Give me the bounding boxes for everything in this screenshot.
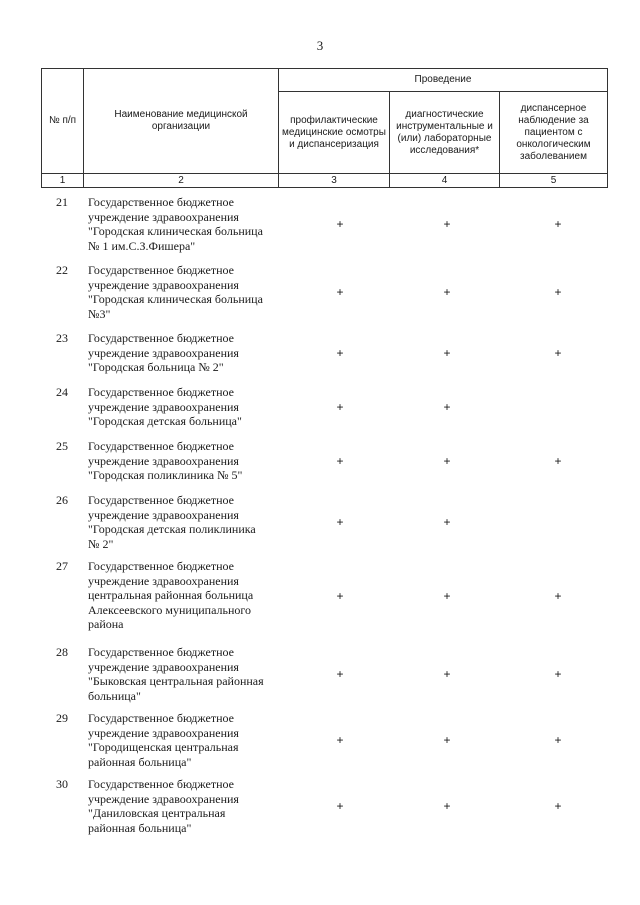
organization-name-line: района (88, 617, 124, 632)
header-col-oncology: диспансерное наблюдение за пациентом с онкологическим заболеванием (500, 92, 608, 174)
organization-name-line: Государственное бюджетное (88, 439, 234, 453)
mark-preventive: + (336, 589, 344, 603)
organization-name-line: учреждение здравоохранения (88, 453, 239, 468)
organization-name-line: учреждение здравоохранения (88, 791, 239, 806)
organization-name (88, 645, 283, 703)
organization-name (88, 493, 283, 551)
organization-name-line: "Городищенская центральная (88, 740, 239, 755)
mark-diagnostic: + (443, 285, 451, 299)
mark-preventive: + (336, 515, 344, 529)
header-num-5: 5 (500, 174, 608, 188)
mark-preventive: + (336, 667, 344, 681)
mark-oncology: + (554, 217, 562, 231)
table-row (41, 777, 607, 843)
table-row (41, 331, 607, 385)
organization-name-line: учреждение здравоохранения (88, 659, 239, 674)
mark-oncology: + (554, 667, 562, 681)
organization-name-line: Государственное бюджетное (88, 777, 234, 791)
organization-name-line: "Городская поликлиника № 5" (88, 468, 243, 483)
organization-name-line: Государственное бюджетное (88, 263, 234, 277)
header-num-1: 1 (42, 174, 84, 188)
header-col-preventive: профилактические медицинские осмотры и диспансеризация (279, 92, 390, 174)
mark-diagnostic: + (443, 217, 451, 231)
organization-name-line: Государственное бюджетное (88, 331, 234, 345)
organization-name-line: №3" (88, 306, 111, 321)
mark-diagnostic: + (443, 454, 451, 468)
organization-name-line: учреждение здравоохранения (88, 507, 239, 522)
mark-preventive: + (336, 733, 344, 747)
header-col-number: № п/п (42, 69, 84, 174)
table-row (41, 559, 607, 645)
mark-oncology: + (554, 733, 562, 747)
mark-oncology: + (554, 346, 562, 360)
row-number: 27 (56, 559, 68, 573)
row-number: 24 (56, 385, 68, 399)
organization-name (88, 777, 283, 835)
row-number: 30 (56, 777, 68, 791)
organization-name-line: № 2" (88, 536, 114, 551)
organization-name-line: учреждение здравоохранения (88, 345, 239, 360)
mark-preventive: + (336, 454, 344, 468)
mark-oncology: + (554, 285, 562, 299)
organization-name (88, 263, 283, 321)
organization-name-line: Государственное бюджетное (88, 195, 234, 209)
mark-diagnostic: + (443, 346, 451, 360)
mark-preventive: + (336, 285, 344, 299)
row-number: 26 (56, 493, 68, 507)
row-number: 22 (56, 263, 68, 277)
organization-name (88, 195, 283, 253)
organization-name-line: Государственное бюджетное (88, 385, 234, 399)
organization-name-line: "Быковская центральная районная (88, 674, 264, 689)
table-row (41, 263, 607, 331)
mark-preventive: + (336, 400, 344, 414)
organization-name (88, 331, 283, 375)
mark-preventive: + (336, 799, 344, 813)
row-number: 29 (56, 711, 68, 725)
mark-diagnostic: + (443, 515, 451, 529)
table-row (41, 645, 607, 711)
organization-name-line: № 1 им.С.З.Фишера" (88, 238, 196, 253)
organization-name (88, 439, 283, 483)
organization-name-line: Государственное бюджетное (88, 645, 234, 659)
organization-name-line: учреждение здравоохранения (88, 277, 239, 292)
row-number: 23 (56, 331, 68, 345)
row-number: 25 (56, 439, 68, 453)
header-num-3: 3 (279, 174, 390, 188)
table-row (41, 711, 607, 777)
mark-oncology: + (554, 589, 562, 603)
row-number: 28 (56, 645, 68, 659)
mark-diagnostic: + (443, 589, 451, 603)
header-group-conduct: Проведение (279, 69, 608, 92)
table-row (41, 439, 607, 493)
organization-name-line: центральная районная больница (88, 588, 254, 603)
organization-name-line: учреждение здравоохранения (88, 573, 239, 588)
organization-name-line: районная больница" (88, 820, 192, 835)
header-col-name: Наименование медицинской организации (84, 69, 279, 174)
organization-name (88, 385, 283, 429)
organization-name-line: учреждение здравоохранения (88, 725, 239, 740)
organization-name-line: "Городская клиническая больница (88, 224, 263, 239)
mark-diagnostic: + (443, 799, 451, 813)
header-num-2: 2 (84, 174, 279, 188)
organization-name-line: "Городская детская поликлиника (88, 522, 256, 537)
row-number: 21 (56, 195, 68, 209)
organization-name (88, 559, 283, 632)
organization-name-line: "Городская больница № 2" (88, 360, 224, 375)
organization-name-line: больница" (88, 688, 141, 703)
organization-name-line: Государственное бюджетное (88, 711, 234, 725)
organization-name-line: Государственное бюджетное (88, 493, 234, 507)
table-row (41, 385, 607, 439)
organization-name-line: "Городская клиническая больница (88, 292, 263, 307)
organization-name-line: учреждение здравоохранения (88, 209, 239, 224)
mark-preventive: + (336, 217, 344, 231)
organization-name-line: "Городская детская больница" (88, 414, 242, 429)
organization-name-line: учреждение здравоохранения (88, 399, 239, 414)
table-row (41, 493, 607, 559)
table-row (41, 195, 607, 263)
mark-diagnostic: + (443, 667, 451, 681)
organization-name-line: районная больница" (88, 754, 192, 769)
mark-diagnostic: + (443, 400, 451, 414)
organization-name-line: Алексеевского муниципального (88, 602, 252, 617)
mark-preventive: + (336, 346, 344, 360)
mark-diagnostic: + (443, 733, 451, 747)
mark-oncology: + (554, 454, 562, 468)
header-num-4: 4 (390, 174, 500, 188)
organization-name-line: Государственное бюджетное (88, 559, 234, 573)
header-col-diagnostic: диагностические инструментальные и (или) лабораторные исследования* (390, 92, 500, 174)
page-number: 3 (316, 38, 324, 53)
organization-name (88, 711, 283, 769)
mark-oncology: + (554, 799, 562, 813)
organization-name-line: "Даниловская центральная (88, 806, 226, 821)
table-header (41, 68, 608, 188)
